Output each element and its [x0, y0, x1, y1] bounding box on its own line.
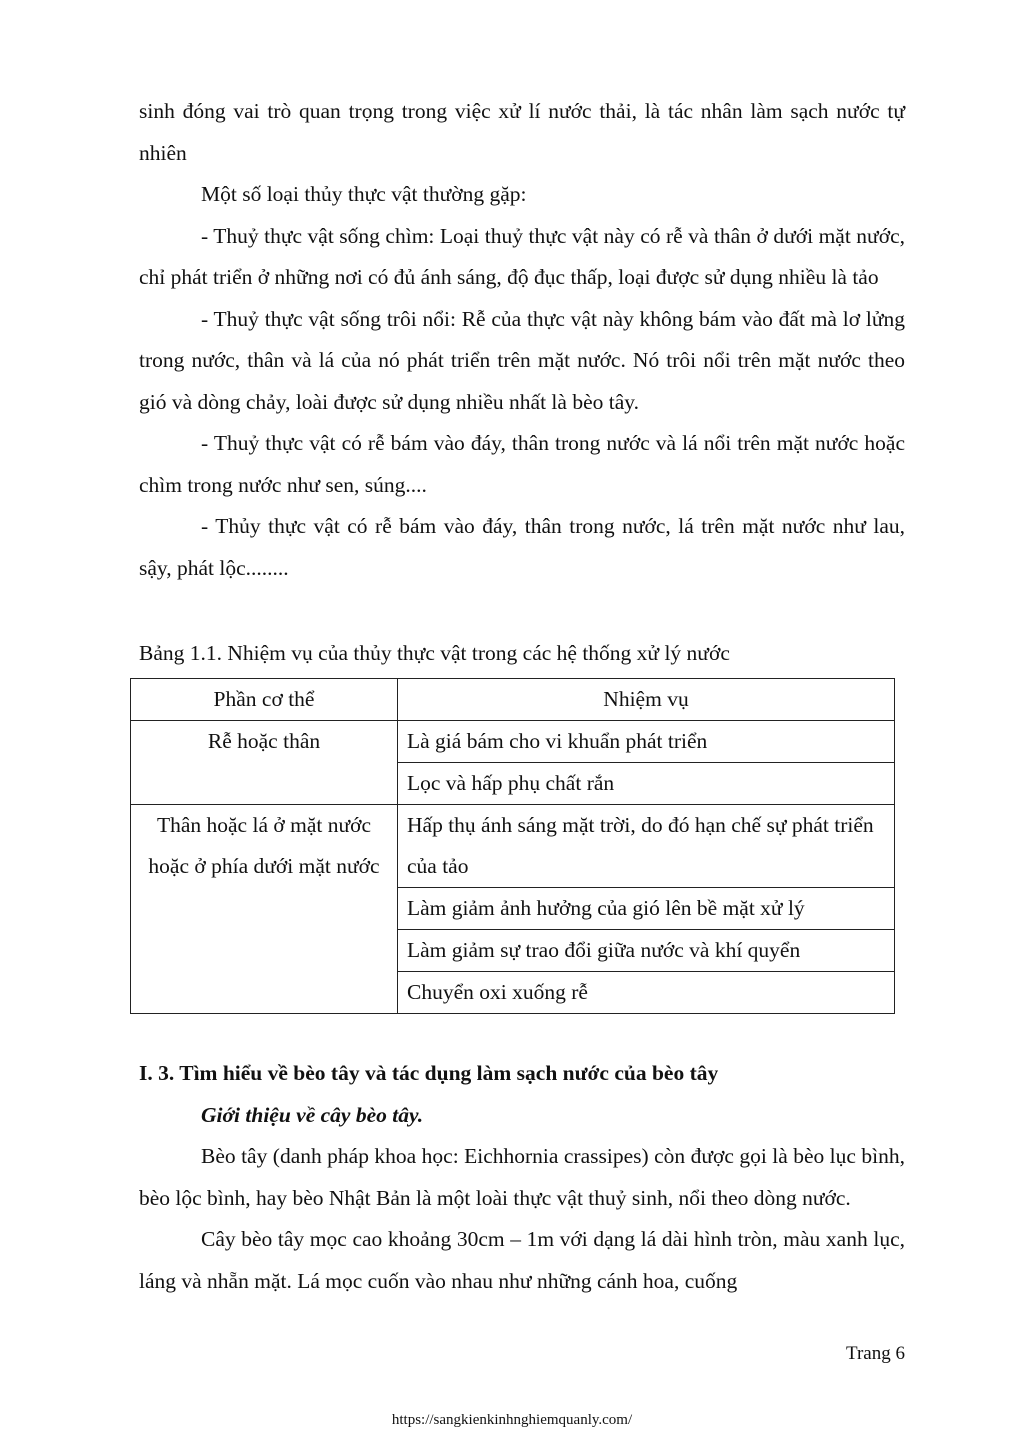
paragraph-floating-plants: - Thuỷ thực vật sống trôi nổi: Rễ của thực vật này không bám vào đất mà lơ lửng trong nước, thân và lá của nó phát triển trên mặt nước. Nó trôi nổi trên mặt nước theo gió và dòng chảy, loài được sử dụng nhiều nhất là bèo tây. — [139, 306, 905, 414]
page-number: Trang 6 — [846, 1343, 905, 1364]
footer-url: https://sangkienkinhnghiemquanly.com/ — [391, 1412, 633, 1428]
table-header-cell: Nhiệm vụ — [398, 679, 895, 721]
paragraph-plant-types-intro: Một số loại thủy thực vật thường gặp: — [201, 182, 527, 206]
table-cell-task: Làm giảm ảnh hưởng của gió lên bề mặt xử lý — [398, 888, 895, 930]
table-cell-task: Là giá bám cho vi khuẩn phát triển — [398, 721, 895, 763]
table-cell-task: Lọc và hấp phụ chất rắn — [398, 763, 895, 805]
section-subheading: Giới thiệu về cây bèo tây. — [201, 1102, 424, 1127]
paragraph-submerged-plants: - Thuỷ thực vật sống chìm: Loại thuỷ thực vật này có rễ và thân ở dưới mặt nước, chỉ phát triển ở những nơi có đủ ánh sáng, độ đục thấp, loại được sử dụng nhiều là tảo — [139, 223, 905, 289]
table-row — [131, 721, 895, 763]
plant-functions-table — [130, 678, 895, 1014]
table-header-cell: Phần cơ thể — [131, 679, 398, 721]
intro-text-block — [139, 91, 905, 589]
section-block — [139, 1053, 905, 1302]
table-cell-task: Chuyển oxi xuống rễ — [398, 972, 895, 1014]
table-cell-task: Hấp thụ ánh sáng mặt trời, do đó hạn chế sự phát triển của tảo — [398, 805, 895, 888]
table-row — [131, 805, 895, 888]
table-caption: Bảng 1.1. Nhiệm vụ của thủy thực vật trong các hệ thống xử lý nước — [139, 641, 730, 665]
paragraph-emergent-plants: - Thủy thực vật có rễ bám vào đáy, thân trong nước, lá trên mặt nước như lau, sậy, phát lộc........ — [139, 514, 905, 580]
paragraph-water-hyacinth-description: Cây bèo tây mọc cao khoảng 30cm – 1m với dạng lá dài hình tròn, màu xanh lục, láng và nhẵn mặt. Lá mọc cuốn vào nhau như những cánh hoa, cuống — [139, 1227, 905, 1293]
paragraph-rooted-floating-leaf-plants: - Thuỷ thực vật có rễ bám vào đáy, thân trong nước và lá nổi trên mặt nước hoặc chìm trong nước như sen, súng.... — [139, 431, 905, 497]
table-header-row — [131, 679, 895, 721]
paragraph-water-hyacinth-intro: Bèo tây (danh pháp khoa học: Eichhornia crassipes) còn được gọi là bèo lục bình, bèo lộc bình, hay bèo Nhật Bản là một loài thực vật thuỷ sinh, nổi theo dòng nước. — [139, 1144, 905, 1210]
table-cell-part: Rễ hoặc thân — [131, 721, 398, 805]
table-cell-part: Thân hoặc lá ở mặt nước hoặc ở phía dưới mặt nước — [131, 805, 398, 1014]
section-heading: I. 3. Tìm hiểu về bèo tây và tác dụng làm sạch nước của bèo tây — [139, 1061, 719, 1085]
table-cell-task: Làm giảm sự trao đổi giữa nước và khí quyển — [398, 930, 895, 972]
paragraph-continuation: sinh đóng vai trò quan trọng trong việc xử lí nước thải, là tác nhân làm sạch nước tự nhiên — [139, 99, 905, 165]
